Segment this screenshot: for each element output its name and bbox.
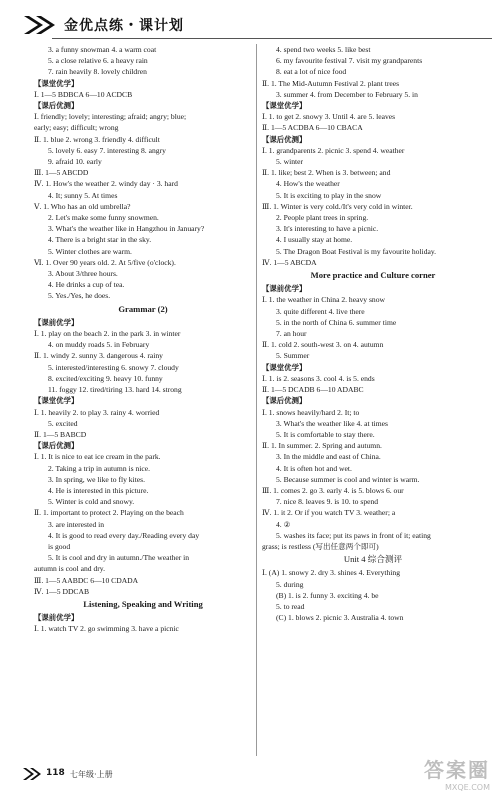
answer-line: 5. Summer <box>276 351 310 361</box>
answer-line: Ⅲ. 1. Winter is very cold./It's very cold in winter. <box>262 201 413 211</box>
answer-line: Ⅱ. 1. important to protect 2. Playing on the beach <box>34 508 184 518</box>
section-label: 【课后优测】 <box>34 441 79 451</box>
answer-line: Ⅳ. 1. How's the weather 2. windy day · 3. hard <box>34 179 178 189</box>
answer-line: 4. How's the weather <box>276 179 340 189</box>
page-number: 118 <box>46 768 65 778</box>
answer-line: 8. eat a lot of nice food <box>276 67 347 77</box>
answer-line: 3. In the middle and east of China. <box>276 452 381 462</box>
watermark-main: 答案圈 <box>424 758 490 782</box>
lesson-title: Grammar (2) <box>118 303 168 314</box>
answer-line: Ⅰ. friendly; lovely; interesting; afraid; angry; blue; <box>34 112 187 122</box>
answer-line: 4. He drinks a cup of tea. <box>48 280 125 290</box>
answer-line: 9. afraid 10. early <box>48 157 102 167</box>
section-label: 【课后优测】 <box>34 101 79 111</box>
answer-line: 3. quite different 4. live there <box>276 306 365 316</box>
section-label: 【课堂优学】 <box>262 101 307 111</box>
answer-column-right <box>262 44 484 623</box>
answer-line: (C) 1. blows 2. picnic 3. Australia 4. town <box>276 613 404 623</box>
answer-line: Ⅰ. (A) 1. snowy 2. dry 3. shines 4. Everything <box>262 568 400 578</box>
lesson-title: Listening, Speaking and Writing <box>83 598 203 609</box>
answer-line: 4. spend two weeks 5. like best <box>276 45 371 54</box>
answer-line: 5. interested/interesting 6. snowy 7. cloudy <box>48 362 179 372</box>
answer-line: 3. What's the weather like 4. at times <box>276 418 388 428</box>
answer-line: 8. excited/exciting 9. heavy 10. funny <box>48 373 163 383</box>
answer-line: 5. washes its face; put its paws in front of it; eating <box>276 530 431 540</box>
answer-line: 11. foggy 12. tired/tiring 13. hard 14. strong <box>48 385 182 395</box>
section-label: 【课前优学】 <box>34 317 79 327</box>
column-divider <box>256 44 257 756</box>
section-label: 【课堂优学】 <box>34 78 79 88</box>
answer-line: 3. It's interesting to have a picnic. <box>276 224 379 234</box>
watermark <box>424 754 490 792</box>
answer-line: 5. Winter is cold and snowy. <box>48 497 135 507</box>
answer-line: 5. excited <box>48 418 78 428</box>
footer-logo-icon <box>22 766 42 782</box>
answer-line: Ⅲ. 1—5 AABDC 6—10 CDADA <box>34 575 139 585</box>
answer-line: 5. It is cool and dry in autumn./The weather in <box>48 553 190 563</box>
answer-line: 4. He is interested in this picture. <box>48 485 149 495</box>
answer-line: 5. a close relative 6. a heavy rain <box>48 56 148 66</box>
answer-line: Ⅰ. 1. watch TV 2. go swimming 3. have a picnic <box>34 624 179 634</box>
section-label: 【课堂优学】 <box>262 362 307 372</box>
answer-line: Ⅱ. 1—5 BABCD <box>34 429 87 439</box>
answer-line: 5. lovely 6. easy 7. interesting 8. angry <box>48 145 166 155</box>
answer-line: 4. It is good to read every day./Reading every day <box>48 530 200 540</box>
page-header <box>12 10 488 40</box>
answer-line: 5. in the north of China 6. summer time <box>276 317 397 327</box>
answer-line: 2. Let's make some funny snowmen. <box>48 213 159 223</box>
brand-logo-icon <box>22 12 58 38</box>
answer-line: 4. It; sunny 5. At times <box>48 190 118 200</box>
answer-line: Ⅲ. 1—5 ABCDD <box>34 168 89 178</box>
answer-line: 5. Yes./Yes, he does. <box>48 291 111 301</box>
answer-line: Ⅴ. 1. Who has an old umbrella? <box>34 201 131 211</box>
answer-line: 4. on muddy roads 5. in February <box>48 340 150 350</box>
unit-title: Unit 4 综合测评 <box>343 554 403 565</box>
answer-line: Ⅳ. 1. it 2. Or if you watch TV 3. weather; a <box>262 508 396 518</box>
section-label: 【课前优学】 <box>34 613 79 623</box>
answer-line: 5. The Dragon Boat Festival is my favourite holiday. <box>276 246 437 256</box>
answer-line: 4. I usually stay at home. <box>276 235 353 245</box>
answer-line: Ⅰ. 1. to get 2. snowy 3. Until 4. are 5. leaves <box>262 112 396 122</box>
answer-line: 5. winter <box>276 157 303 167</box>
answer-line: early; easy; difficult; wrong <box>34 123 119 133</box>
answer-line: grass; is restless (写出任意两个即可) <box>262 541 379 551</box>
answer-line: 4. There is a bright star in the sky. <box>48 235 152 245</box>
answer-column-left <box>34 44 252 635</box>
answer-line: 5. Because summer is cool and winter is warm. <box>276 474 420 484</box>
answer-line: Ⅰ. 1. is 2. seasons 3. cool 4. is 5. ends <box>262 373 375 383</box>
watermark-url: MXQE.COM <box>444 783 490 792</box>
section-label: 【课堂优学】 <box>34 396 79 406</box>
section-label: 【课后优测】 <box>262 134 307 144</box>
answer-line: 3. In spring, we like to fly kites. <box>48 474 146 484</box>
answer-line: 5. Winter clothes are warm. <box>48 246 132 256</box>
answer-line: Ⅰ. 1. heavily 2. to play 3. rainy 4. worried <box>34 407 160 417</box>
grade-label: 七年级·上册 <box>70 770 113 779</box>
answer-line: Ⅱ. 1. cold 2. south-west 3. on 4. autumn <box>262 340 384 350</box>
answer-line: 2. Taking a trip in autumn is nice. <box>48 463 151 473</box>
answer-line: Ⅵ. 1. Over 90 years old. 2. At 5/five (o'clock). <box>34 257 176 267</box>
answer-line: (B) 1. is 2. funny 3. exciting 4. be <box>276 590 379 600</box>
answer-line: 3. a funny snowman 4. a warm coat <box>48 45 157 54</box>
answer-line: 5. to read <box>276 601 305 611</box>
answer-line: 3. summer 4. from December to February 5. in <box>276 89 418 99</box>
section-label: 【课后优测】 <box>262 396 307 406</box>
brand-title: 金优点练・课计划 <box>64 18 184 34</box>
answer-line: 5. It is exciting to play in the snow <box>276 190 382 200</box>
answer-line: Ⅰ. 1. play on the beach 2. in the park 3. in winter <box>34 329 181 339</box>
answer-line: Ⅰ. 1. grandparents 2. picnic 3. spend 4. weather <box>262 145 405 155</box>
answer-line: is good <box>48 541 71 551</box>
header-rule <box>52 38 492 39</box>
answer-line: 5. It is comfortable to stay there. <box>276 429 375 439</box>
answer-line: Ⅰ. 1—5 BDBCA 6—10 ACDCB <box>34 89 133 99</box>
answer-line: Ⅱ. 1. windy 2. sunny 3. dangerous 4. rainy <box>34 351 163 361</box>
answer-line: 4. ② <box>276 519 291 529</box>
answer-line: Ⅰ. 1. snows heavily/hard 2. It; to <box>262 407 360 417</box>
answer-line: Ⅲ. 1. comes 2. go 3. early 4. is 5. blows 6. our <box>262 485 404 495</box>
lesson-title: More practice and Culture corner <box>310 270 436 281</box>
answer-line: 3. What's the weather like in Hangzhou in January? <box>48 224 205 234</box>
answer-line: Ⅰ. 1. the weather in China 2. heavy snow <box>262 295 385 305</box>
answer-line: 7. nice 8. leaves 9. is 10. to spend <box>276 497 379 507</box>
answer-line: Ⅱ. 1—5 ACDBA 6—10 CBACA <box>262 123 363 133</box>
page-footer <box>22 764 222 786</box>
answer-line: 7. rain heavily 8. lovely children <box>48 67 147 77</box>
answer-line: 3. are interested in <box>48 519 105 529</box>
answer-line: Ⅳ. 1—5 DDCAB <box>34 586 90 596</box>
answer-line: Ⅱ. 1. like; best 2. When is 3. between; and <box>262 168 391 178</box>
answer-line: autumn is cool and dry. <box>34 564 106 574</box>
answer-line: Ⅳ. 1—5 ABCDA <box>262 257 317 267</box>
answer-line: 3. About 3/three hours. <box>48 269 118 279</box>
answer-line: Ⅱ. 1. blue 2. wrong 3. friendly 4. difficult <box>34 134 160 144</box>
answer-line: 6. my favourite festival 7. visit my grandparents <box>276 56 423 66</box>
answer-line: Ⅱ. 1. In summer. 2. Spring and autumn. <box>262 441 382 451</box>
section-label: 【课前优学】 <box>262 284 307 294</box>
answer-line: Ⅰ. 1. It is nice to eat ice cream in the park. <box>34 452 161 462</box>
answer-line: 4. It is often hot and wet. <box>276 463 352 473</box>
answer-line: Ⅱ. 1—5 DCADB 6—10 ADABC <box>262 385 364 395</box>
answer-line: 7. an hour <box>276 329 307 339</box>
answer-line: Ⅱ. 1. The Mid-Autumn Festival 2. plant trees <box>262 78 400 88</box>
answer-line: 5. during <box>276 579 304 589</box>
answer-line: 2. People plant trees in spring. <box>276 213 369 223</box>
